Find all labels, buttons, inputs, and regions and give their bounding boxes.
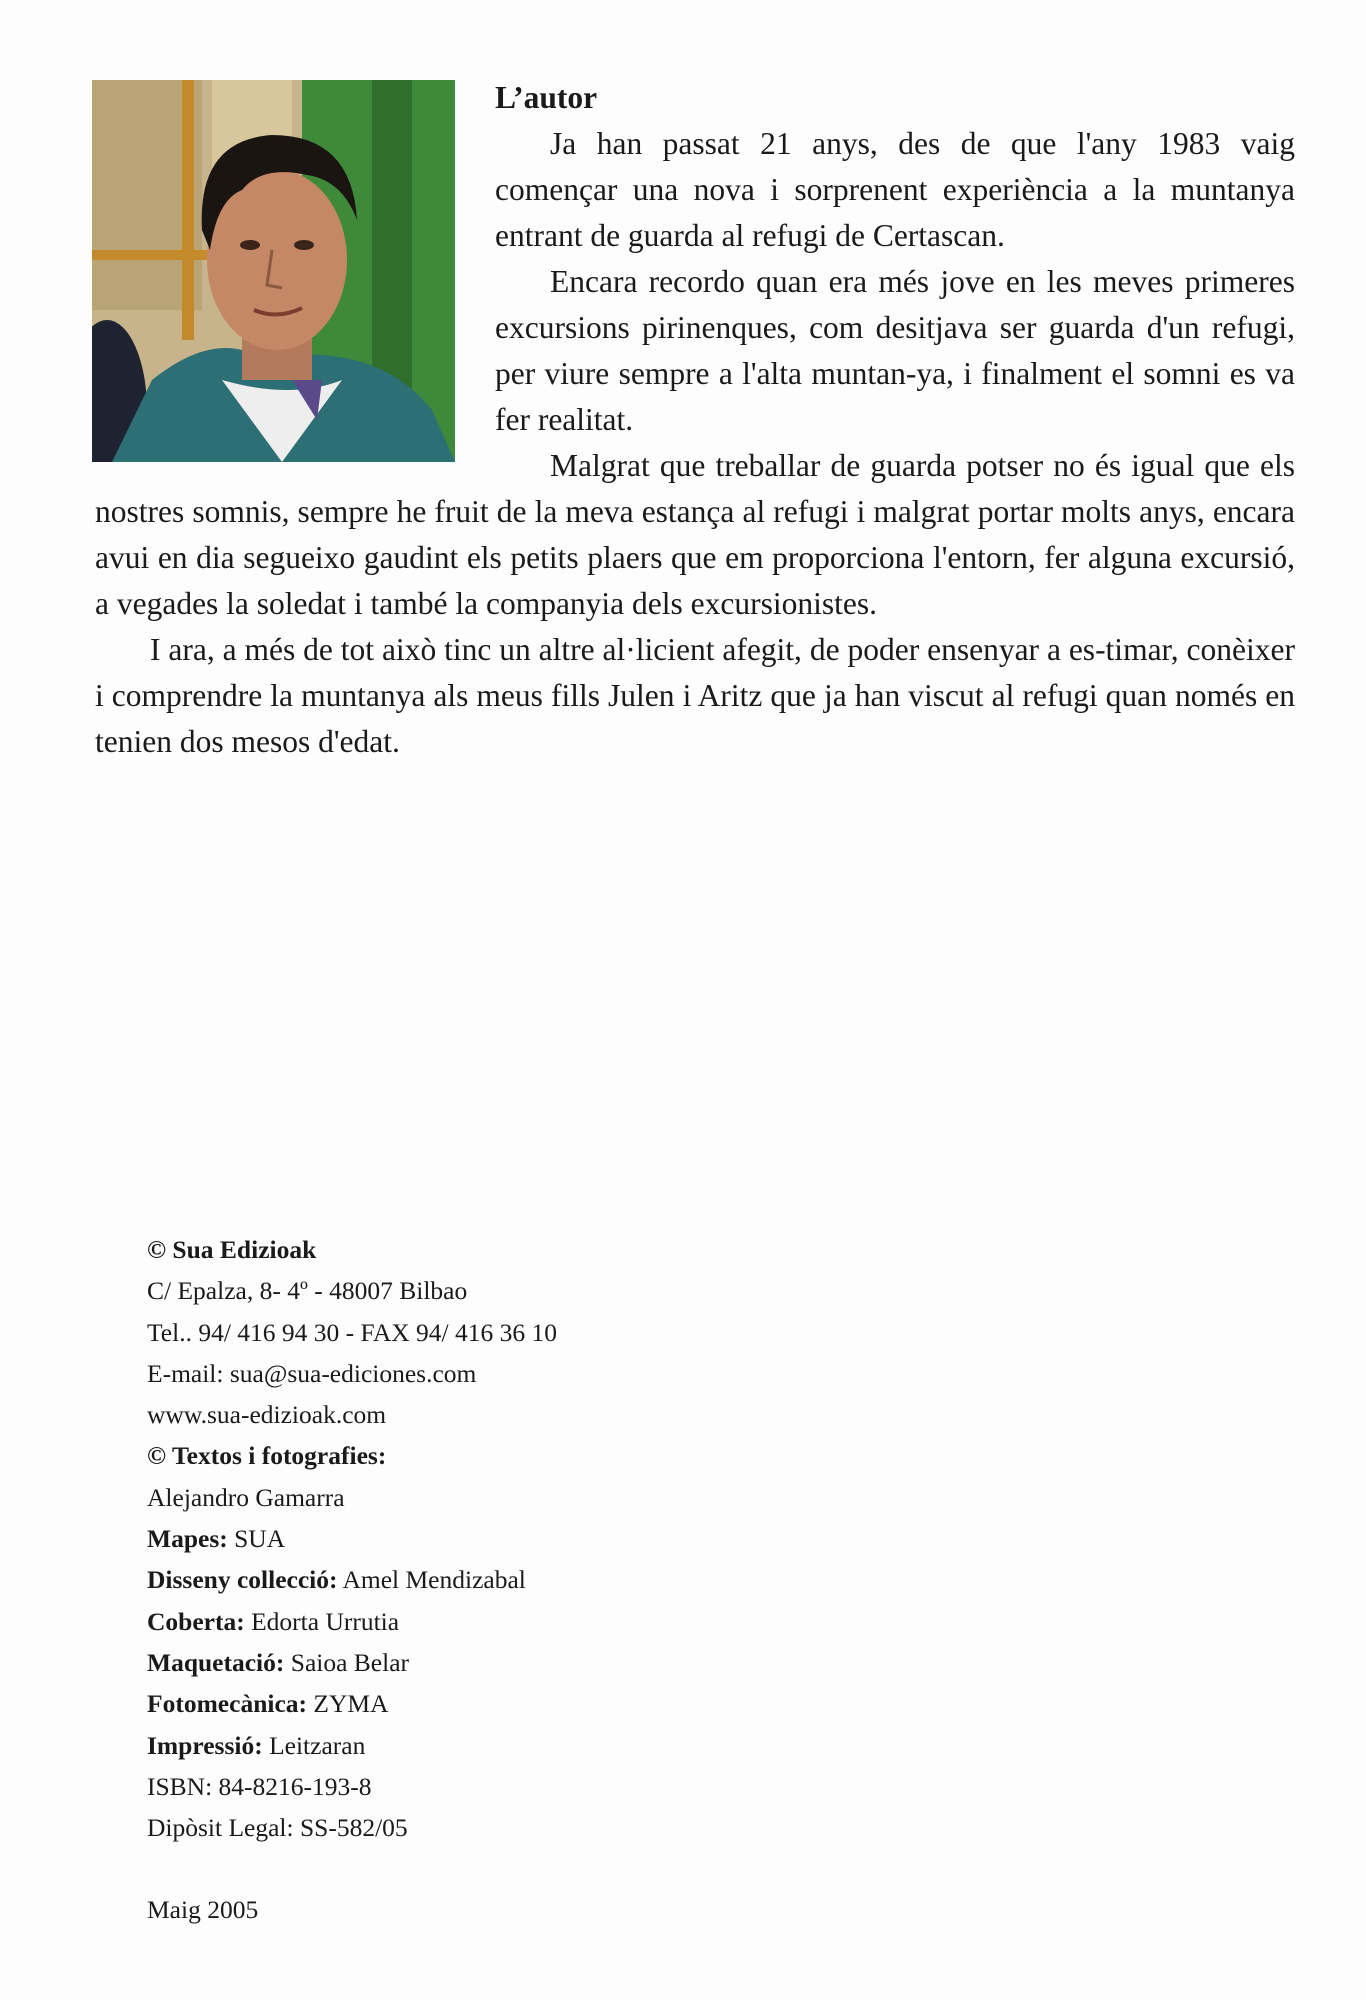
publisher-name: © Sua Edizioak <box>147 1235 317 1264</box>
photomech-label: Fotomecànica: <box>147 1689 308 1719</box>
cover-value: Edorta Urrutia <box>251 1606 400 1636</box>
web-line: www.sua-edizioak.com <box>147 1400 387 1430</box>
layout-label: Maquetació: <box>147 1647 285 1677</box>
photomech-line <box>147 1683 847 1724</box>
texts-label: © Textos i fotografies: <box>147 1441 387 1471</box>
credits-block <box>147 1229 847 1931</box>
author-paragraph-2: Encara recordo quan era més jove en les meves primeres excursions pirinenques, com desitjava ser guarda d'un refugi, per viure sempre a l'alta muntan-ya, i finalment el somni es va fer realitat. <box>495 264 1295 437</box>
layout-line <box>147 1642 847 1683</box>
design-line <box>147 1559 847 1600</box>
cover-line <box>147 1601 847 1642</box>
print-label: Impressió: <box>147 1730 263 1760</box>
cover-label: Coberta: <box>147 1606 245 1636</box>
address-line: C/ Epalza, 8- 4º - 48007 Bilbao <box>147 1276 468 1306</box>
email-line: E-mail: sua@sua-ediciones.com <box>147 1358 477 1388</box>
design-value: Amel Mendizabal <box>342 1565 526 1595</box>
publisher-line <box>147 1229 847 1270</box>
maps-label: Mapes: <box>147 1524 228 1554</box>
author-paragraph-3: Malgrat que treballar de guarda potser no és igual que els nostres somnis, sempre he fruit de la meva estança al refugi i malgrat portar molts anys, encara avui en dia segueixo gaudint els petits plaers que em proporciona l'entorn, fer alguna excursió, a vegades la soledat i també la companyia dels excursionistes. <box>95 448 1295 621</box>
photomech-value: ZYMA <box>313 1689 389 1719</box>
isbn-line: ISBN: 84-8216-193-8 <box>147 1771 372 1801</box>
print-line <box>147 1725 847 1766</box>
phone-line: Tel.. 94/ 416 94 30 - FAX 94/ 416 36 10 <box>147 1317 557 1347</box>
texts-label-line <box>147 1435 847 1476</box>
author-paragraph-1: Ja han passat 21 anys, des de que l'any 1983 vaig començar una nova i sorprenent experiència a la muntanya entrant de guarda al refugi de Certascan. <box>495 126 1295 253</box>
author-heading: L’autor <box>495 80 598 115</box>
texts-value-line: Alejandro Gamarra <box>147 1482 345 1512</box>
legal-deposit-line: Dipòsit Legal: SS-582/05 <box>147 1813 408 1843</box>
author-section <box>95 75 1295 765</box>
maps-value: SUA <box>234 1524 286 1554</box>
maps-line <box>147 1518 847 1559</box>
author-paragraph-4: I ara, a més de tot això tinc un altre al·licient afegit, de poder ensenyar a es-timar, conèixer i comprendre la muntanya als meus fills Julen i Aritz que ja han viscut al refugi quan només en tenien dos mesos d'edat. <box>95 632 1295 759</box>
photo-spacer <box>95 75 495 473</box>
print-value: Leitzaran <box>269 1730 366 1760</box>
design-label: Disseny collecció: <box>147 1565 338 1595</box>
layout-value: Saioa Belar <box>290 1647 410 1677</box>
publication-date: Maig 2005 <box>147 1895 259 1925</box>
